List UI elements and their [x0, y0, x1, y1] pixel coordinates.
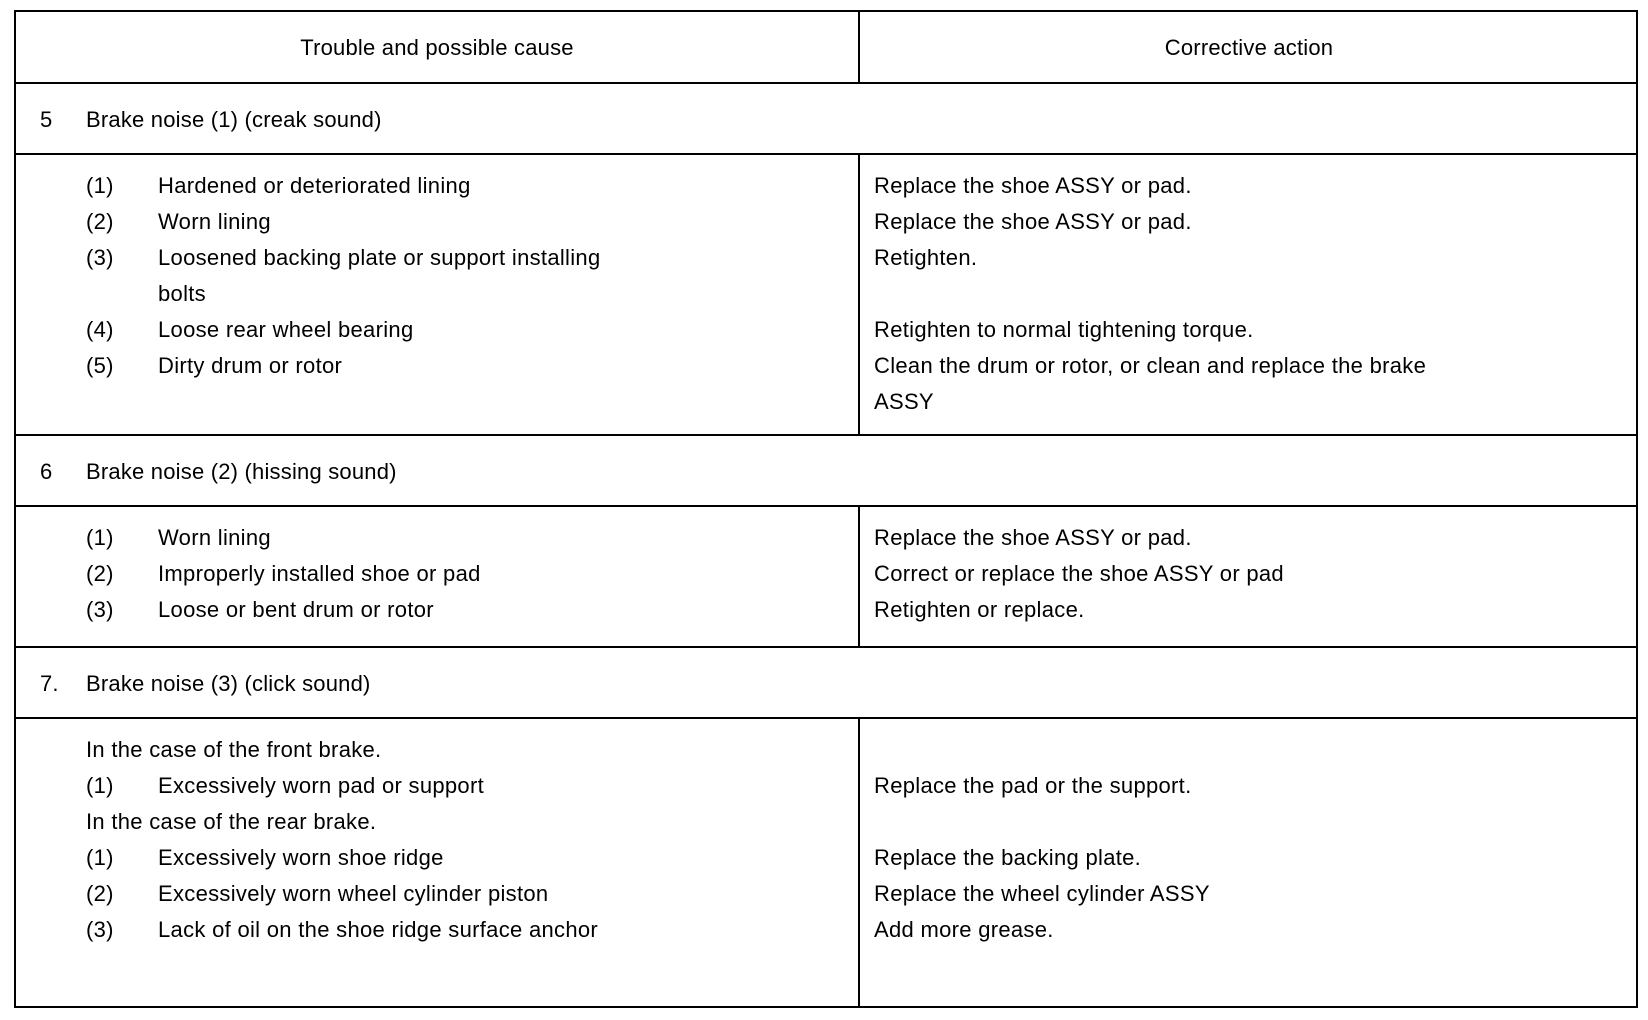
cause-number: (2): [86, 209, 114, 234]
cause-number: (2): [86, 881, 114, 906]
cause-text: Excessively worn shoe ridge: [158, 845, 444, 870]
action-text: Replace the shoe ASSY or pad.: [874, 209, 1192, 234]
cause-text: Loose or bent drum or rotor: [158, 597, 434, 622]
rear-brake-heading: In the case of the rear brake.: [86, 809, 377, 834]
section-title: Brake noise (1) (creak sound): [86, 107, 382, 132]
cause-number: (1): [86, 173, 114, 198]
cause-text: Worn lining: [158, 209, 271, 234]
column-divider: [858, 153, 860, 434]
section-6-title-row: [16, 436, 1636, 508]
section-title: Brake noise (3) (click sound): [86, 671, 371, 696]
front-brake-heading: In the case of the front brake.: [86, 737, 382, 762]
cause-text: Dirty drum or rotor: [158, 353, 343, 378]
cause-text: Excessively worn pad or support: [158, 773, 485, 798]
action-text: Retighten or replace.: [874, 597, 1085, 622]
action-text: Retighten.: [874, 245, 978, 270]
cause-number: (2): [86, 561, 114, 586]
troubleshooting-table: [14, 10, 1638, 1008]
cause-text: Worn lining: [158, 525, 271, 550]
cause-number: (5): [86, 353, 114, 378]
cause-text: Loose rear wheel bearing: [158, 317, 414, 342]
action-text: Correct or replace the shoe ASSY or pad: [874, 561, 1284, 586]
cause-number: (4): [86, 317, 114, 342]
cause-text-continued: bolts: [158, 281, 206, 306]
section-7-title-row: [16, 648, 1636, 720]
cause-number: (3): [86, 917, 114, 942]
cause-number: (3): [86, 245, 114, 270]
column-divider: [858, 12, 860, 82]
cause-number: (1): [86, 773, 114, 798]
action-text-continued: ASSY: [874, 389, 934, 414]
action-text: Replace the pad or the support.: [874, 773, 1192, 798]
action-text: Retighten to normal tightening torque.: [874, 317, 1254, 342]
action-text: Replace the backing plate.: [874, 845, 1142, 870]
cause-number: (3): [86, 597, 114, 622]
cause-text: Hardened or deteriorated lining: [158, 173, 471, 198]
cause-number: (1): [86, 845, 114, 870]
section-number: 6: [40, 459, 53, 484]
cause-text: Loosened backing plate or support installing: [158, 245, 601, 270]
section-title: Brake noise (2) (hissing sound): [86, 459, 397, 484]
action-text: Replace the shoe ASSY or pad.: [874, 525, 1192, 550]
action-text: Clean the drum or rotor, or clean and replace the brake: [874, 353, 1427, 378]
action-text: Replace the wheel cylinder ASSY: [874, 881, 1210, 906]
cause-text: Improperly installed shoe or pad: [158, 561, 481, 586]
action-text: Replace the shoe ASSY or pad.: [874, 173, 1192, 198]
cause-number: (1): [86, 525, 114, 550]
section-number: 7.: [40, 671, 59, 696]
action-text: Add more grease.: [874, 917, 1054, 942]
header-cause: Trouble and possible cause: [300, 35, 574, 60]
section-number: 5: [40, 107, 53, 132]
section-5-title-row: [16, 84, 1636, 156]
column-divider: [858, 505, 860, 646]
cause-text: Lack of oil on the shoe ridge surface anchor: [158, 917, 599, 942]
column-divider: [858, 717, 860, 1008]
header-action: Corrective action: [1164, 35, 1334, 60]
cause-text: Excessively worn wheel cylinder piston: [158, 881, 549, 906]
